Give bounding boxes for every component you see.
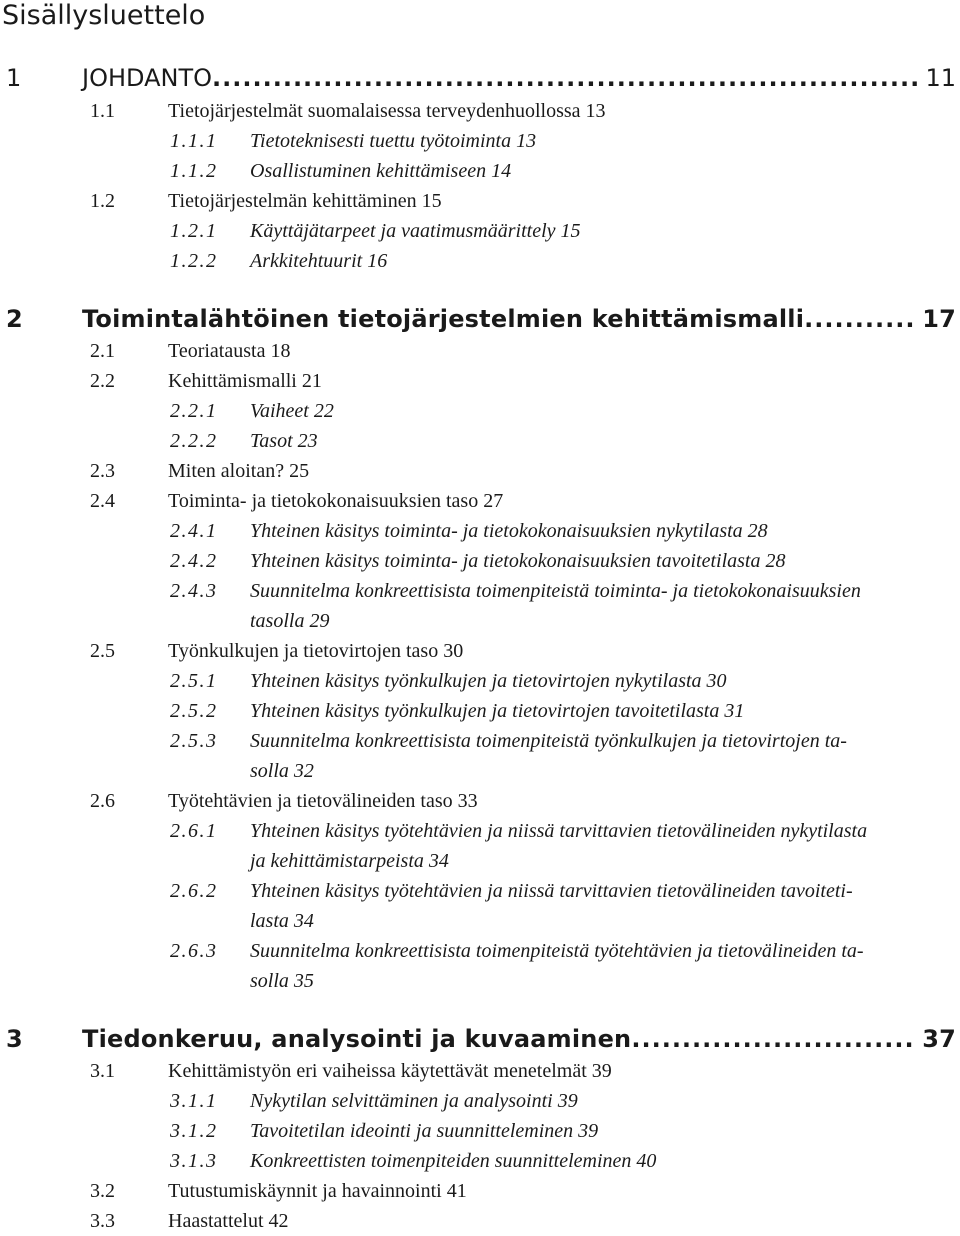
entry-text-line-1: Yhteinen käsitys työtehtävien ja niissä tarvittavien tietovälineiden nykytilasta: [250, 820, 868, 842]
chapter-title: Tiedonkeruu, analysointi ja kuvaaminen: [82, 1025, 632, 1053]
dot-leader: [631, 1023, 916, 1055]
entry-number: 2.5.2: [170, 700, 218, 722]
entry-number: 2.2.1: [170, 400, 218, 422]
dot-leader: [804, 303, 916, 335]
entry-number: 2.6: [90, 790, 115, 812]
toc-entry-1-2-1[interactable]: [170, 216, 942, 246]
entry-number: 2.6.1: [170, 820, 218, 842]
entry-text: [250, 576, 942, 636]
entry-text: Nykytilan selvittäminen ja analysointi 39: [250, 1090, 578, 1112]
entry-number: 1.1: [90, 100, 115, 122]
entry-text-line-2: solla 32: [250, 760, 314, 782]
entry-text: Yhteinen käsitys työnkulkujen ja tietovirtojen tavoitetilasta 31: [250, 700, 745, 722]
entry-number: 3.2: [90, 1180, 115, 1202]
toc-entry-2-6-1[interactable]: [170, 816, 942, 876]
entry-number: 1.2.1: [170, 220, 218, 242]
entry-text: Miten aloitan? 25: [168, 460, 310, 482]
toc-entry-1-1-2[interactable]: [170, 156, 942, 186]
entry-number: 2.2.2: [170, 430, 218, 452]
entry-number: 2.4: [90, 490, 115, 512]
toc-entry-1-1-1[interactable]: [170, 126, 942, 156]
entry-number: 3.1: [90, 1060, 115, 1082]
entry-text: Tavoitetilan ideointi ja suunnitteleminen 39: [250, 1120, 599, 1142]
toc-entry-2-2-2[interactable]: [170, 426, 942, 456]
toc-entry-2-6-3[interactable]: [170, 936, 942, 996]
toc-entry-2-4-3[interactable]: [170, 576, 942, 636]
entry-text: Työnkulkujen ja tietovirtojen taso 30: [168, 640, 464, 662]
entry-number: 3.3: [90, 1210, 115, 1232]
chapter-title: JOHDANTO: [82, 64, 212, 92]
entry-text: Yhteinen käsitys työnkulkujen ja tietovirtojen nykytilasta 30: [250, 670, 727, 692]
toc-entry-2-6[interactable]: [90, 786, 948, 816]
toc-entry-2-5-3[interactable]: [170, 726, 942, 786]
entry-text-line-1: Suunnitelma konkreettisista toimenpiteistä työnkulkujen ja tietovirtojen ta-: [250, 730, 847, 752]
entry-number: 2.5.3: [170, 730, 218, 752]
toc-entry-3-2[interactable]: [90, 1176, 948, 1206]
toc-entry-2-4-2[interactable]: [170, 546, 942, 576]
toc-entry-2-3[interactable]: [90, 456, 948, 486]
entry-text-line-2: solla 35: [250, 970, 314, 992]
entry-text: Kehittämistyön eri vaiheissa käytettävät menetelmät 39: [168, 1060, 612, 1082]
chapter-page: 37: [922, 1025, 956, 1053]
entry-text: Tietojärjestelmän kehittäminen 15: [168, 190, 442, 212]
toc-entry-3-1-1[interactable]: [170, 1086, 942, 1116]
entry-text: [250, 936, 942, 996]
toc-chapter-3[interactable]: [6, 1023, 956, 1055]
toc-entry-3-1-3[interactable]: [170, 1146, 942, 1176]
toc-entry-2-5-2[interactable]: [170, 696, 942, 726]
chapter-number: 1: [6, 64, 22, 92]
entry-text-line-1: Suunnitelma konkreettisista toimenpiteistä työtehtävien ja tietovälineiden ta-: [250, 940, 864, 962]
entry-text: Tasot 23: [250, 430, 318, 452]
entry-text-line-2: lasta 34: [250, 910, 314, 932]
entry-number: 2.6.3: [170, 940, 218, 962]
toc-entry-3-1-2[interactable]: [170, 1116, 942, 1146]
entry-number: 2.2: [90, 370, 115, 392]
entry-text: Vaiheet 22: [250, 400, 334, 422]
entry-number: 3.1.2: [170, 1120, 218, 1142]
toc-entry-2-6-2[interactable]: [170, 876, 942, 936]
toc-entry-2-4[interactable]: [90, 486, 948, 516]
toc-entry-2-2-1[interactable]: [170, 396, 942, 426]
toc-entry-2-1[interactable]: [90, 336, 948, 366]
entry-number: 1.2: [90, 190, 115, 212]
entry-text: Teoriatausta 18: [168, 340, 291, 362]
entry-text: Toiminta- ja tietokokonaisuuksien taso 27: [168, 490, 504, 512]
entry-text: Konkreettisten toimenpiteiden suunnitteleminen 40: [250, 1150, 657, 1172]
entry-number: 1.2.2: [170, 250, 218, 272]
entry-text: Tietojärjestelmät suomalaisessa terveydenhuollossa 13: [168, 100, 606, 122]
toc-entry-3-1[interactable]: [90, 1056, 948, 1086]
entry-text: Osallistuminen kehittämiseen 14: [250, 160, 512, 182]
entry-text-line-1: Yhteinen käsitys työtehtävien ja niissä tarvittavien tietovälineiden tavoiteti-: [250, 880, 853, 902]
toc-entry-2-5[interactable]: [90, 636, 948, 666]
entry-text-line-2: tasolla 29: [250, 610, 330, 632]
dot-leader: [212, 62, 919, 94]
entry-number: 2.5: [90, 640, 115, 662]
chapter-page: 11: [925, 64, 956, 92]
entry-text: [250, 876, 942, 936]
toc-entry-1-1[interactable]: [90, 96, 948, 126]
toc-entry-1-2-2[interactable]: [170, 246, 942, 276]
entry-number: 3.1.1: [170, 1090, 218, 1112]
entry-text: Tutustumiskäynnit ja havainnointi 41: [168, 1180, 467, 1202]
entry-text: Yhteinen käsitys toiminta- ja tietokokonaisuuksien tavoitetilasta 28: [250, 550, 786, 572]
entry-number: 1.1.1: [170, 130, 218, 152]
entry-number: 2.5.1: [170, 670, 218, 692]
chapter-page: 17: [922, 305, 956, 333]
entry-text: Kehittämismalli 21: [168, 370, 322, 392]
entry-text: [250, 726, 942, 786]
toc-chapter-2[interactable]: [6, 303, 956, 335]
toc-entry-1-2[interactable]: [90, 186, 948, 216]
entry-text-line-1: Suunnitelma konkreettisista toimenpiteistä toiminta- ja tietokokonaisuuksien: [250, 580, 861, 602]
entry-number: 3.1.3: [170, 1150, 218, 1172]
toc-entry-2-5-1[interactable]: [170, 666, 942, 696]
entry-text: Haastattelut 42: [168, 1210, 289, 1232]
page-title: Sisällysluettelo: [2, 0, 206, 31]
entry-number: 2.4.2: [170, 550, 218, 572]
toc-chapter-1[interactable]: [6, 62, 956, 94]
entry-number: 1.1.2: [170, 160, 218, 182]
entry-text-line-2: ja kehittämistarpeista 34: [250, 850, 449, 872]
entry-text: Työtehtävien ja tietovälineiden taso 33: [168, 790, 478, 812]
toc-entry-2-2[interactable]: [90, 366, 948, 396]
entry-number: 2.4.3: [170, 580, 218, 602]
entry-number: 2.6.2: [170, 880, 218, 902]
chapter-title: Toimintalähtöinen tietojärjestelmien kehittämismalli: [82, 305, 805, 333]
entry-number: 2.3: [90, 460, 115, 482]
entry-text: Tietoteknisesti tuettu työtoiminta 13: [250, 130, 537, 152]
entry-text: [250, 816, 942, 876]
chapter-number: 2: [6, 305, 23, 333]
entry-text: Yhteinen käsitys toiminta- ja tietokokonaisuuksien nykytilasta 28: [250, 520, 768, 542]
entry-number: 2.4.1: [170, 520, 218, 542]
chapter-number: 3: [6, 1025, 23, 1053]
entry-text: Käyttäjätarpeet ja vaatimusmäärittely 15: [250, 220, 581, 242]
entry-number: 2.1: [90, 340, 115, 362]
entry-text: Arkkitehtuurit 16: [250, 250, 388, 272]
toc-entry-2-4-1[interactable]: [170, 516, 942, 546]
